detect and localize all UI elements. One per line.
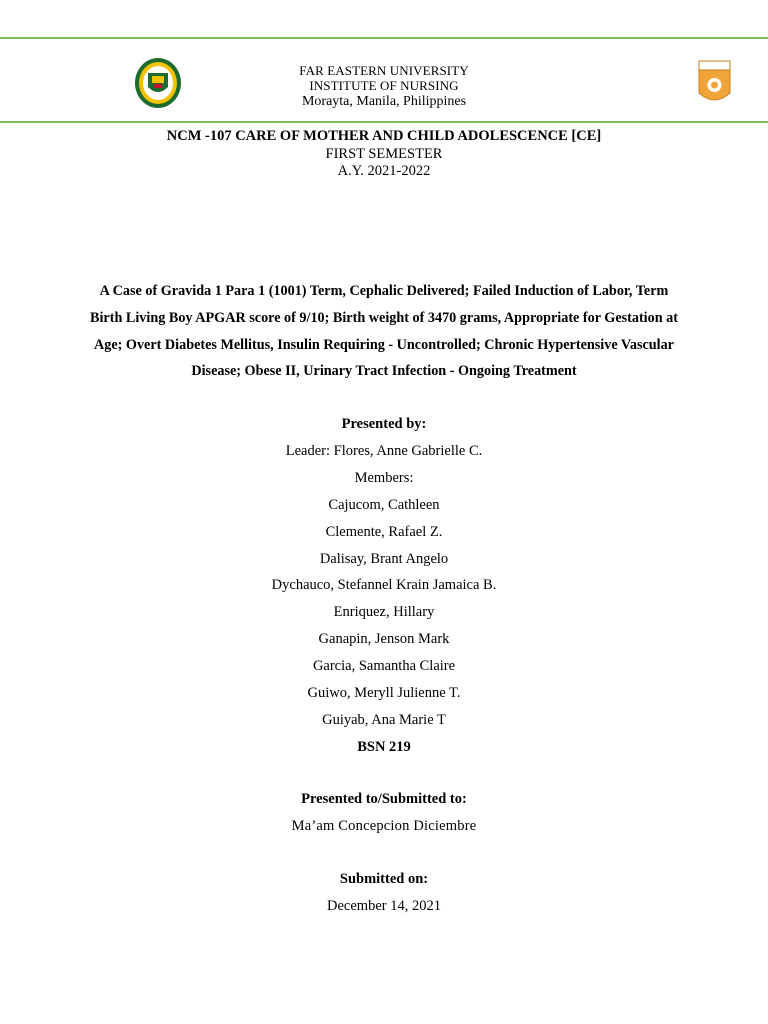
member-name: Enriquez, Hillary [333, 604, 435, 621]
course-block [0, 128, 768, 181]
section-label: BSN 219 [357, 738, 411, 755]
presented-by-block [0, 411, 768, 761]
instructor-name: Ma’am Concepcion Diciembre [291, 817, 477, 834]
academic-year: A.Y. 2021-2022 [337, 163, 431, 179]
semester-label: FIRST SEMESTER [325, 145, 443, 162]
submitted-to-heading: Presented to/Submitted to: [301, 791, 467, 807]
course-title: NCM -107 CARE OF MOTHER AND CHILD ADOLESCENCE [CE] [166, 128, 602, 144]
member-name: Guiyab, Ana Marie T [322, 711, 446, 728]
presented-by-heading: Presented by: [341, 416, 427, 432]
member-name: Clemente, Rafael Z. [325, 523, 443, 540]
submission-date: December 14, 2021 [327, 897, 441, 914]
header-top-rule [0, 37, 768, 39]
case-title: A Case of Gravida 1 Para 1 (1001) Term, Cephalic Delivered; Failed Induction of Labor, Term Birth Living Boy APGAR score of 9/10; Birth weight of 3470 grams, Appropriate for Gestation at Age; Overt Diabetes Mellitus, Insulin Requiring - Uncontrolled; Chronic Hypertensive Vascular Disease; Obese II, Urinary Tract Infection - Ongoing Treatment [90, 283, 678, 380]
university-name: FAR EASTERN UNIVERSITY [299, 63, 469, 78]
member-name: Dalisay, Brant Angelo [319, 550, 449, 567]
submitted-on-heading: Submitted on: [339, 871, 429, 887]
header-bottom-rule [0, 121, 768, 123]
members-label: Members: [354, 469, 414, 486]
member-name: Ganapin, Jenson Mark [318, 631, 450, 648]
university-header [0, 63, 768, 109]
institute-name: INSTITUTE OF NURSING [309, 78, 459, 93]
member-name: Cajucom, Cathleen [328, 496, 440, 513]
submitted-on-block [0, 866, 768, 920]
member-name: Garcia, Samantha Claire [312, 658, 456, 675]
feu-in-logo [697, 59, 732, 108]
submitted-to-block [0, 786, 768, 840]
university-address: Morayta, Manila, Philippines [301, 94, 467, 109]
member-name: Dychauco, Stefannel Krain Jamaica B. [271, 577, 497, 594]
group-leader: Leader: Flores, Anne Gabrielle C. [285, 442, 483, 459]
member-name: Guiwo, Meryll Julienne T. [307, 685, 461, 702]
